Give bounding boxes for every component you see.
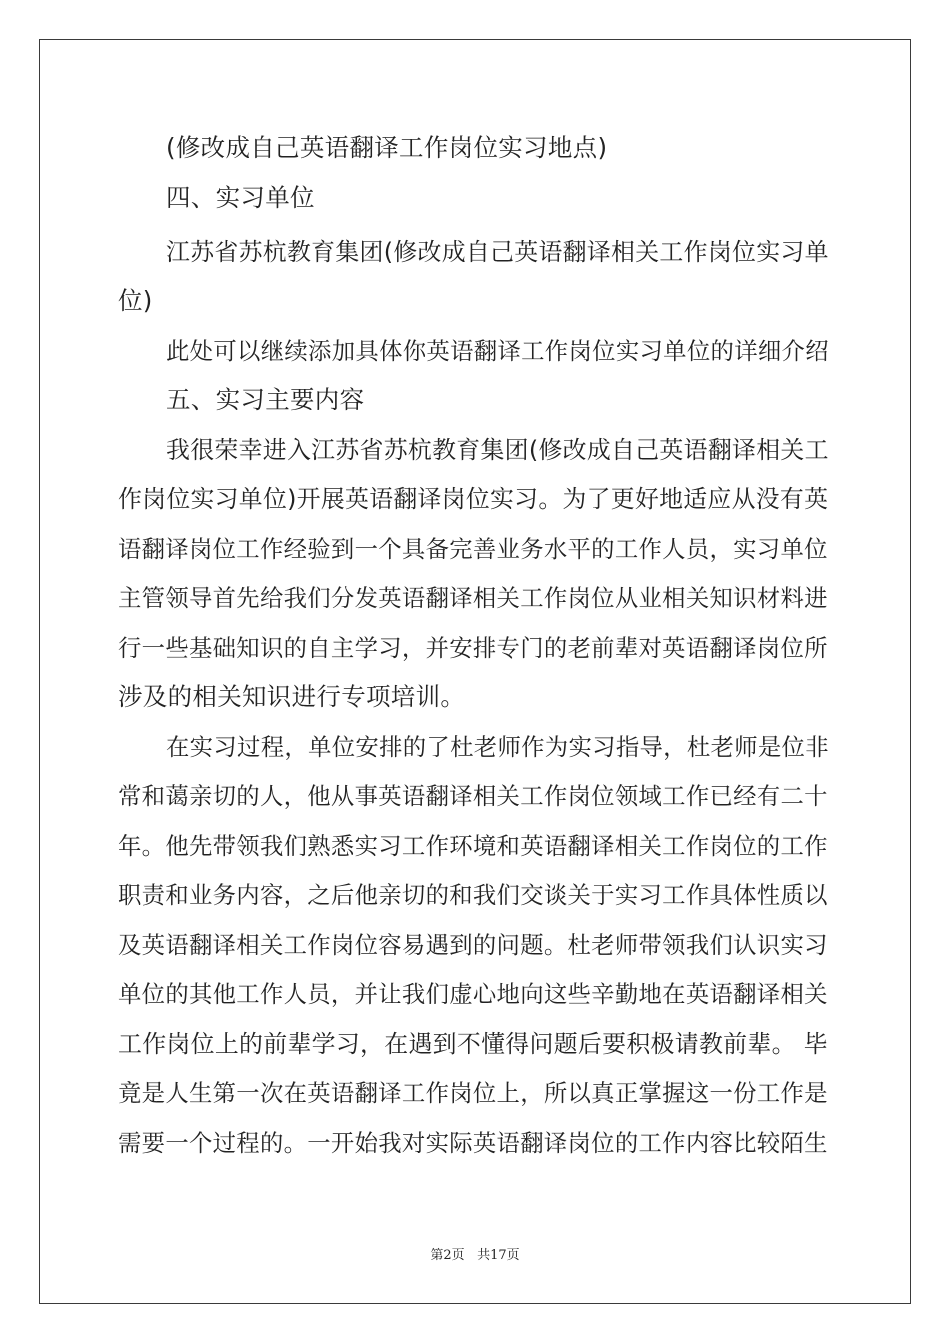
text-line: 及英语翻译相关工作岗位容易遇到的问题。杜老师带领我们认识实习 <box>118 931 828 959</box>
section-heading: 四、实习单位 <box>166 183 315 212</box>
text-line: 职责和业务内容，之后他亲切的和我们交谈关于实习工作具体性质以 <box>118 881 828 909</box>
page-number: 第2页 <box>430 1248 465 1263</box>
text-line: 语翻译岗位工作经验到一个具备完善业务水平的工作人员，实习单位 <box>118 535 828 563</box>
section-heading: 五、实习主要内容 <box>166 385 365 414</box>
text-line: 年。他先带领我们熟悉实习工作环境和英语翻译相关工作岗位的工作 <box>118 832 828 860</box>
text-line: 工作岗位上的前辈学习，在遇到不懂得问题后要积极请教前辈。 毕 <box>118 1030 828 1058</box>
page-footer <box>0 1244 950 1263</box>
text-line: 江苏省苏杭教育集团(修改成自己英语翻译相关工作岗位实习单 <box>166 238 829 266</box>
text-line: 位) <box>118 286 153 315</box>
page-border <box>39 39 911 1304</box>
text-line: 需要一个过程的。一开始我对实际英语翻译岗位的工作内容比较陌生 <box>118 1129 828 1157</box>
text-line: 作岗位实习单位)开展英语翻译岗位实习。为了更好地适应从没有英 <box>118 485 829 513</box>
text-line: 涉及的相关知识进行专项培训。 <box>118 682 466 711</box>
text-line: 常和蔼亲切的人，他从事英语翻译相关工作岗位领域工作已经有二十 <box>118 782 828 810</box>
text-line: 我很荣幸进入江苏省苏杭教育集团(修改成自己英语翻译相关工 <box>166 436 829 464</box>
text-line: 在实习过程，单位安排的了杜老师作为实习指导，杜老师是位非 <box>166 733 829 761</box>
text-line: 单位的其他工作人员，并让我们虚心地向这些辛勤地在英语翻译相关 <box>118 980 828 1008</box>
text-line: 此处可以继续添加具体你英语翻译工作岗位实习单位的详细介绍 <box>166 337 829 365</box>
page-total: 共17页 <box>477 1248 520 1263</box>
text-line: 竟是人生第一次在英语翻译工作岗位上，所以真正掌握这一份工作是 <box>118 1079 828 1107</box>
text-line: 行一些基础知识的自主学习，并安排专门的老前辈对英语翻译岗位所 <box>118 634 828 662</box>
text-line: (修改成自己英语翻译工作岗位实习地点) <box>166 133 608 162</box>
text-line: 主管领导首先给我们分发英语翻译相关工作岗位从业相关知识材料进 <box>118 584 828 612</box>
